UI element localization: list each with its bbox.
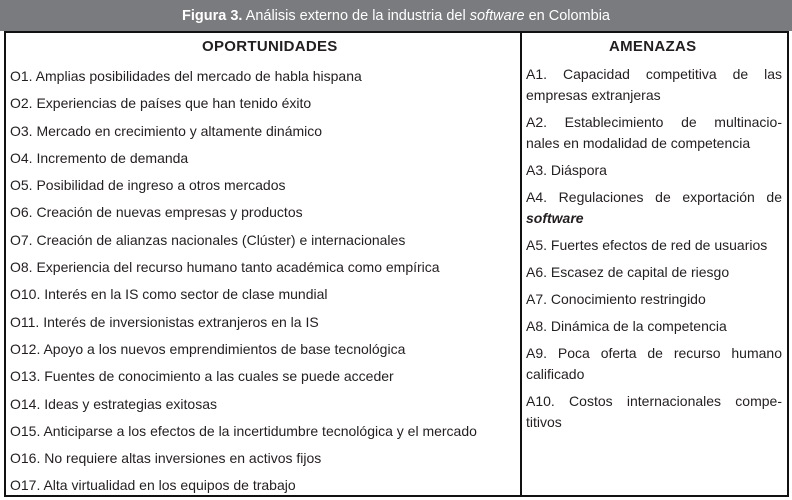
opportunity-item: O10. Interés en la IS como sector de clase mundial (10, 286, 328, 303)
threat-line: A6. Escasez de capital de riesgo (526, 264, 730, 280)
threat-line-italic: software (526, 210, 584, 226)
threat-item (526, 112, 782, 154)
threat-line: calificado (526, 366, 585, 382)
threat-item (526, 235, 782, 256)
threat-line: A4. Regulaciones de exportación de (526, 189, 782, 205)
opportunity-item: O1. Amplias posibilidades del mercado de habla hispana (10, 68, 362, 84)
opportunity-item: O4. Incremento de demanda (10, 149, 189, 166)
threat-line: titivos (526, 414, 562, 430)
opportunity-item: O12. Apoyo a los nuevos emprendimientos de base tecnológica (10, 340, 406, 357)
opportunities-heading: OPORTUNIDADES (202, 38, 338, 55)
threat-line: nales en modalidad de competencia (526, 135, 751, 151)
opportunity-item: O13. Fuentes de conocimiento a las cuales se puede acceder (10, 368, 394, 385)
threat-line: A3. Diáspora (526, 162, 607, 178)
opportunity-item: O6. Creación de nuevas empresas y productos (10, 204, 303, 221)
opportunities-list (10, 63, 518, 500)
swot-table (4, 31, 789, 497)
threat-item (526, 316, 782, 337)
opportunity-item: O16. No requiere altas inversiones en activos fijos (10, 450, 322, 467)
title-text-end: en Colombia (528, 8, 610, 24)
threat-line: A5. Fuertes efectos de red de usuarios (526, 237, 768, 253)
title-italic: software (469, 8, 525, 24)
threat-item (526, 64, 782, 106)
column-divider (520, 33, 522, 495)
threat-item (526, 289, 782, 310)
threat-line: A8. Dinámica de la competencia (526, 318, 727, 334)
threat-item (526, 187, 782, 229)
threat-line: A1. Capacidad competitiva de las (526, 66, 782, 82)
threat-line: A9. Poca oferta de recurso humano (526, 345, 782, 361)
threat-item (526, 262, 782, 283)
threat-item (526, 391, 782, 433)
opportunity-item: O7. Creación de alianzas nacionales (Clúster) e internacionales (10, 231, 406, 248)
figure-title (0, 0, 792, 31)
title-text: Análisis externo de la industria del (245, 8, 466, 24)
threat-item (526, 343, 782, 385)
threats-list (526, 64, 782, 439)
opportunity-item: O8. Experiencia del recurso humano tanto académica como empírica (10, 259, 440, 276)
opportunity-item: O11. Interés de inversionistas extranjeros en la IS (10, 313, 319, 330)
threat-line: A10. Costos internacionales compe- (526, 393, 782, 409)
threats-heading: AMENAZAS (609, 38, 697, 55)
figure-label: Figura 3. (181, 8, 243, 24)
opportunity-item: O17. Alta virtualidad en los equipos de trabajo (10, 477, 296, 494)
threat-line: A7. Conocimiento restringido (526, 291, 706, 307)
opportunity-item: O3. Mercado en crecimiento y altamente dinámico (10, 122, 323, 139)
opportunity-item: O5. Posibilidad de ingreso a otros mercados (10, 177, 286, 194)
threat-item (526, 160, 782, 181)
opportunity-item: O2. Experiencias de países que han tenido éxito (10, 95, 312, 112)
threat-line: empresas extranjeras (526, 87, 661, 103)
opportunity-item: O14. Ideas y estrategias exitosas (10, 395, 217, 412)
opportunity-item: O15. Anticiparse a los efectos de la incertidumbre tecnológica y el mercado (10, 422, 477, 439)
threat-line: A2. Establecimiento de multinacio- (526, 114, 782, 130)
